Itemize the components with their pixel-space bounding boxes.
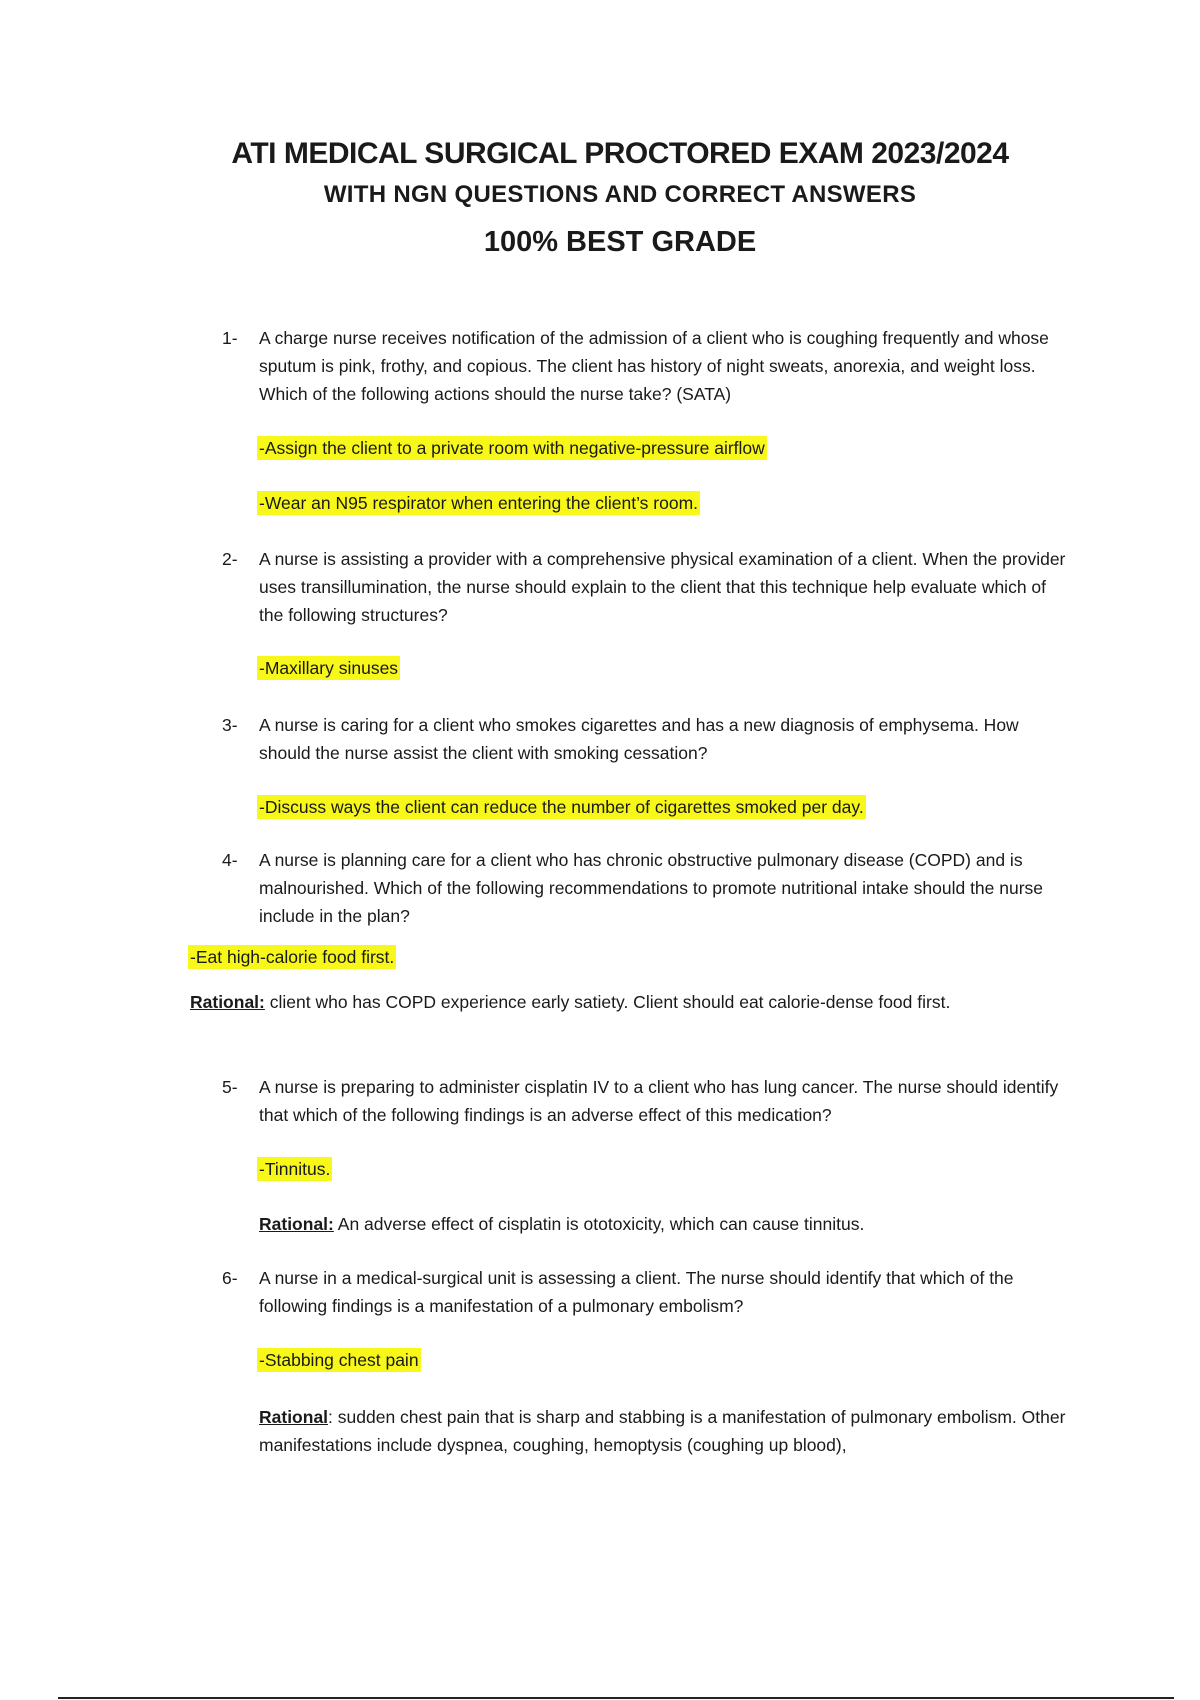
rationale-text: : sudden chest pain that is sharp and stabbing is a manifestation of pulmonary embolism. Other manifestations include dyspnea, coughing, hemoptysis (coughing up blood), xyxy=(259,1407,1066,1455)
question-text: A charge nurse receives notification of the admission of a client who is coughing frequently and whose sputum is pink, frothy, and copious. The client has history of night sweats, anorexia, and weight loss. Which of the following actions should the nurse take? (SATA) xyxy=(259,328,1049,404)
rationale xyxy=(259,1403,1069,1459)
question-5 xyxy=(222,1073,1072,1129)
question-4 xyxy=(222,846,1072,930)
rationale-text: client who has COPD experience early satiety. Client should eat calorie-dense food first. xyxy=(264,992,951,1012)
answer: -Assign the client to a private room with negative-pressure airflow xyxy=(259,438,765,458)
question-text: A nurse in a medical-surgical unit is assessing a client. The nurse should identify that which of the following findings is a manifestation of a pulmonary embolism? xyxy=(259,1268,1014,1316)
question-number: 6- xyxy=(222,1268,238,1288)
answer: -Eat high-calorie food first. xyxy=(190,947,395,967)
answer: -Wear an N95 respirator when entering the client’s room. xyxy=(259,493,699,513)
rationale-label: Rational: xyxy=(190,992,265,1012)
document-grade: 100% BEST GRADE xyxy=(483,226,757,258)
question-number: 4- xyxy=(222,850,238,870)
answer: -Maxillary sinuses xyxy=(259,658,399,678)
title-block xyxy=(0,136,1200,260)
rationale-label: Rational: xyxy=(259,1214,334,1234)
question-1 xyxy=(222,324,1072,408)
document-subtitle: WITH NGN QUESTIONS AND CORRECT ANSWERS xyxy=(323,181,917,208)
rationale-label: Rational xyxy=(259,1407,329,1427)
question-number: 1- xyxy=(222,328,238,348)
footer-divider xyxy=(58,1697,1174,1699)
question-6 xyxy=(222,1264,1072,1320)
answer: -Tinnitus. xyxy=(259,1159,331,1179)
document-title: ATI MEDICAL SURGICAL PROCTORED EXAM 2023/2024 xyxy=(231,137,1009,170)
rationale xyxy=(259,1210,1059,1238)
answer: -Stabbing chest pain xyxy=(259,1350,419,1370)
rationale xyxy=(190,988,1090,1016)
question-text: A nurse is preparing to administer cisplatin IV to a client who has lung cancer. The nurse should identify that which of the following findings is an adverse effect of this medication? xyxy=(259,1077,1059,1125)
question-text: A nurse is caring for a client who smokes cigarettes and has a new diagnosis of emphysema. How should the nurse assist the client with smoking cessation? xyxy=(259,715,1019,763)
question-text: A nurse is planning care for a client who has chronic obstructive pulmonary disease (COPD) and is malnourished. Which of the following recommendations to promote nutritional intake should the nurse include in the plan? xyxy=(259,850,1044,926)
question-2 xyxy=(222,545,1072,629)
rationale-text: An adverse effect of cisplatin is ototoxicity, which can cause tinnitus. xyxy=(333,1214,865,1234)
question-number: 3- xyxy=(222,715,238,735)
answer: -Discuss ways the client can reduce the number of cigarettes smoked per day. xyxy=(259,797,864,817)
question-text: A nurse is assisting a provider with a comprehensive physical examination of a client. When the provider uses transillumination, the nurse should explain to the client that this technique help evaluate which of the following structures? xyxy=(259,549,1066,625)
question-number: 5- xyxy=(222,1077,238,1097)
question-3 xyxy=(222,711,1072,767)
question-number: 2- xyxy=(222,549,238,569)
